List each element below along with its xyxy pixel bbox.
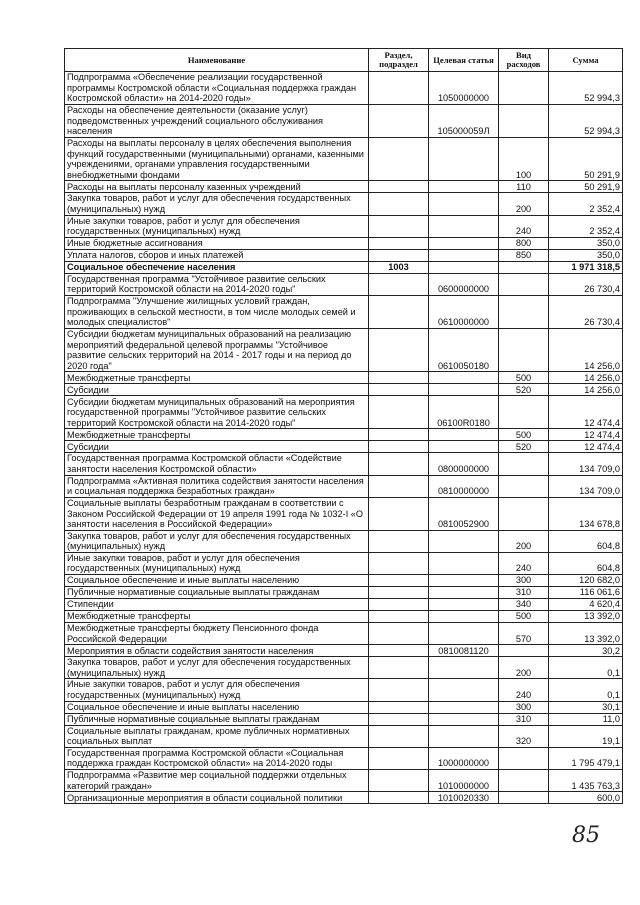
cell-sum: 4 620,4 [549,599,623,611]
table-row [65,623,623,645]
cell-name: Межбюджетные трансферты [65,429,369,441]
table-row [65,72,623,105]
cell-vid: 200 [499,193,549,215]
cell-name: Стипендии [65,599,369,611]
table-row [65,181,623,193]
header-target: Целевая статья [429,49,499,72]
cell-sum: 2 352,4 [549,193,623,215]
cell-sum: 52 994,3 [549,105,623,138]
cell-target [429,193,499,215]
cell-vid [499,261,549,273]
cell-sum: 26 730,4 [549,295,623,328]
cell-target [429,701,499,713]
cell-name: Расходы на обеспечение деятельности (оказание услуг) подведомственных учреждений социального обслуживания населения [65,105,369,138]
cell-target [429,725,499,747]
cell-target [429,429,499,441]
cell-target: 06100R0180 [429,396,499,429]
cell-sum: 134 709,0 [549,453,623,475]
cell-razdel [369,249,429,261]
cell-name: Подпрограмма «Обеспечение реализации государственной программы Костромской области «Социальная поддержка граждан Костромской области» на 2014-2020 годы» [65,72,369,105]
table-row [65,792,623,804]
cell-target [429,138,499,181]
cell-name: Расходы на выплаты персоналу казенных учреждений [65,181,369,193]
cell-target: 0800000000 [429,453,499,475]
cell-name: Социальное обеспечение населения [65,261,369,273]
cell-target [429,657,499,679]
cell-sum: 604,8 [549,552,623,574]
cell-sum: 1 971 318,5 [549,261,623,273]
cell-sum: 12 474,4 [549,429,623,441]
cell-razdel [369,725,429,747]
cell-name: Публичные нормативные социальные выплаты гражданам [65,587,369,599]
table-row [65,453,623,475]
table-row [65,441,623,453]
cell-vid: 200 [499,530,549,552]
cell-target: 1010020330 [429,792,499,804]
cell-target [429,623,499,645]
cell-sum: 13 392,0 [549,623,623,645]
table-row [65,497,623,530]
table-row [65,679,623,701]
cell-vid: 340 [499,599,549,611]
cell-vid: 310 [499,587,549,599]
cell-name: Мероприятия в области содействия занятости населения [65,645,369,657]
cell-vid: 500 [499,429,549,441]
cell-razdel [369,587,429,599]
table-row [65,645,623,657]
table-row [65,599,623,611]
cell-sum: 120 682,0 [549,575,623,587]
cell-razdel [369,657,429,679]
cell-target: 105000059Л [429,105,499,138]
table-row [65,372,623,384]
header-vid: Вид расходов [499,49,549,72]
table-row [65,193,623,215]
cell-razdel [369,713,429,725]
cell-vid: 520 [499,441,549,453]
cell-sum: 26 730,4 [549,273,623,295]
cell-name: Субсидии [65,441,369,453]
cell-target: 0810052900 [429,497,499,530]
cell-vid [499,396,549,429]
cell-target [429,237,499,249]
cell-name: Закупка товаров, работ и услуг для обеспечения государственных (муниципальных) нужд [65,530,369,552]
cell-vid: 200 [499,657,549,679]
cell-razdel [369,575,429,587]
table-row [65,237,623,249]
cell-name: Закупка товаров, работ и услуг для обеспечения государственных (муниципальных) нужд [65,193,369,215]
cell-sum: 19,1 [549,725,623,747]
cell-target [429,261,499,273]
cell-sum: 13 392,0 [549,611,623,623]
cell-name: Социальное обеспечение и иные выплаты населению [65,575,369,587]
cell-razdel [369,552,429,574]
cell-sum: 134 709,0 [549,475,623,497]
table-row [65,429,623,441]
cell-sum: 12 474,4 [549,396,623,429]
cell-sum: 0,1 [549,657,623,679]
table-row [65,575,623,587]
cell-vid: 300 [499,575,549,587]
table-row [65,747,623,769]
cell-vid: 310 [499,713,549,725]
table-row [65,396,623,429]
cell-razdel [369,747,429,769]
cell-target: 1000000000 [429,747,499,769]
cell-razdel [369,611,429,623]
cell-target: 0610000000 [429,295,499,328]
cell-target: 0810000000 [429,475,499,497]
cell-target [429,679,499,701]
cell-razdel [369,72,429,105]
cell-name: Социальные выплаты гражданам, кроме публичных нормативных социальных выплат [65,725,369,747]
cell-vid [499,792,549,804]
cell-vid: 500 [499,611,549,623]
budget-table [64,48,623,804]
cell-name: Иные закупки товаров, работ и услуг для обеспечения государственных (муниципальных) нужд [65,552,369,574]
table-header-row [65,49,623,72]
cell-sum: 14 256,0 [549,384,623,396]
cell-vid: 240 [499,552,549,574]
cell-name: Уплата налогов, сборов и иных платежей [65,249,369,261]
table-row [65,713,623,725]
cell-sum: 134 678,8 [549,497,623,530]
cell-target [429,181,499,193]
cell-sum: 12 474,4 [549,441,623,453]
cell-razdel [369,193,429,215]
cell-target [429,611,499,623]
cell-razdel [369,181,429,193]
cell-vid [499,453,549,475]
table-row [65,657,623,679]
cell-name: Государственная программа Костромской области «Содействие занятости населения Костромской области» [65,453,369,475]
cell-razdel [369,770,429,792]
cell-vid [499,770,549,792]
table-row [65,328,623,371]
cell-vid: 850 [499,249,549,261]
cell-vid [499,645,549,657]
table-row [65,105,623,138]
page-number-handwritten: 85 [572,823,600,848]
cell-vid [499,328,549,371]
table-row [65,384,623,396]
cell-sum: 30,2 [549,645,623,657]
cell-sum: 0,1 [549,679,623,701]
cell-vid [499,747,549,769]
cell-name: Организационные мероприятия в области социальной политики [65,792,369,804]
cell-target [429,587,499,599]
cell-sum: 2 352,4 [549,215,623,237]
cell-name: Субсидии [65,384,369,396]
cell-razdel [369,105,429,138]
cell-sum: 1 435 763,3 [549,770,623,792]
cell-vid [499,105,549,138]
cell-vid: 110 [499,181,549,193]
table-row [65,261,623,273]
table-row [65,295,623,328]
table-row [65,249,623,261]
header-razdel: Раздел, подраздел [369,49,429,72]
cell-razdel [369,530,429,552]
cell-vid [499,295,549,328]
cell-vid: 570 [499,623,549,645]
table-row [65,552,623,574]
cell-vid: 320 [499,725,549,747]
cell-target [429,215,499,237]
cell-sum: 11,0 [549,713,623,725]
cell-razdel [369,429,429,441]
table-row [65,587,623,599]
cell-sum: 50 291,9 [549,181,623,193]
cell-target: 1010000000 [429,770,499,792]
cell-name: Подпрограмма «Активная политика содействия занятости населения и социальная поддержка безработных граждан» [65,475,369,497]
cell-target [429,249,499,261]
cell-razdel [369,384,429,396]
cell-target [429,384,499,396]
cell-vid: 520 [499,384,549,396]
cell-sum: 52 994,3 [549,72,623,105]
table-row [65,701,623,713]
cell-vid [499,72,549,105]
cell-razdel [369,372,429,384]
cell-name: Государственная программа "Устойчивое развитие сельских территорий Костромской области на 2014-2020 годы" [65,273,369,295]
cell-sum: 50 291,9 [549,138,623,181]
cell-name: Государственная программа Костромской области «Социальная поддержка граждан Костромской области» на 2014-2020 годы [65,747,369,769]
table-row [65,138,623,181]
cell-name: Иные закупки товаров, работ и услуг для обеспечения государственных (муниципальных) нужд [65,679,369,701]
cell-vid: 500 [499,372,549,384]
cell-target [429,713,499,725]
cell-razdel [369,645,429,657]
cell-vid: 300 [499,701,549,713]
cell-name: Межбюджетные трансферты [65,611,369,623]
cell-name: Подпрограмма «Развитие мер социальной поддержки отдельных категорий граждан» [65,770,369,792]
cell-name: Социальные выплаты безработным гражданам в соответствии с Законом Российской Федерации от 19 апреля 1991 года № 1032-I «О занятости населения в Российской Федерации» [65,497,369,530]
table-body [65,72,623,804]
cell-sum: 14 256,0 [549,328,623,371]
table-row [65,611,623,623]
cell-razdel [369,679,429,701]
cell-name: Закупка товаров, работ и услуг для обеспечения государственных (муниципальных) нужд [65,657,369,679]
table-row [65,725,623,747]
cell-name: Социальное обеспечение и иные выплаты населению [65,701,369,713]
cell-vid [499,475,549,497]
cell-razdel: 1003 [369,261,429,273]
cell-name: Публичные нормативные социальные выплаты гражданам [65,713,369,725]
budget-sheet [64,48,622,804]
cell-razdel [369,453,429,475]
cell-name: Межбюджетные трансферты бюджету Пенсионного фонда Российской Федерации [65,623,369,645]
cell-razdel [369,441,429,453]
cell-sum: 30,1 [549,701,623,713]
cell-target [429,552,499,574]
cell-name: Иные бюджетные ассигнования [65,237,369,249]
cell-target [429,441,499,453]
cell-vid: 100 [499,138,549,181]
cell-razdel [369,328,429,371]
table-row [65,215,623,237]
cell-sum: 14 256,0 [549,372,623,384]
cell-razdel [369,701,429,713]
cell-razdel [369,396,429,429]
cell-razdel [369,138,429,181]
table-row [65,273,623,295]
cell-target: 1050000000 [429,72,499,105]
cell-target: 0600000000 [429,273,499,295]
cell-razdel [369,599,429,611]
cell-razdel [369,497,429,530]
cell-sum: 350,0 [549,237,623,249]
cell-sum: 350,0 [549,249,623,261]
cell-target [429,530,499,552]
table-row [65,530,623,552]
cell-vid [499,497,549,530]
cell-vid: 240 [499,679,549,701]
cell-razdel [369,237,429,249]
cell-name: Субсидии бюджетам муниципальных образований на мероприятия государственной программы "Устойчивое развитие сельских территорий Костромской области на 2014-2020 годы" [65,396,369,429]
cell-sum: 116 061,6 [549,587,623,599]
cell-name: Расходы на выплаты персоналу в целях обеспечения выполнения функций государственными (муниципальными) органами, казенными учреждениями, органами управления государственными внебюджетными фондами [65,138,369,181]
cell-razdel [369,295,429,328]
cell-vid [499,273,549,295]
cell-sum: 600,0 [549,792,623,804]
cell-target [429,599,499,611]
cell-name: Межбюджетные трансферты [65,372,369,384]
cell-razdel [369,623,429,645]
cell-name: Субсидии бюджетам муниципальных образований на реализацию мероприятий федеральной целевой программы "Устойчивое развитие сельских территорий на 2014 - 2017 годы и на период до 2020 года" [65,328,369,371]
cell-name: Подпрограмма "Улучшение жилищных условий граждан, проживающих в сельской местности, в том числе молодых семей и молодых специалистов" [65,295,369,328]
cell-razdel [369,215,429,237]
cell-vid: 800 [499,237,549,249]
cell-razdel [369,792,429,804]
cell-razdel [369,273,429,295]
cell-target [429,372,499,384]
cell-sum: 604,8 [549,530,623,552]
cell-target: 0810081120 [429,645,499,657]
cell-target: 0610050180 [429,328,499,371]
header-name: Наименование [65,49,369,72]
header-sum: Сумма [549,49,623,72]
cell-sum: 1 795 479,1 [549,747,623,769]
cell-name: Иные закупки товаров, работ и услуг для обеспечения государственных (муниципальных) нужд [65,215,369,237]
cell-vid: 240 [499,215,549,237]
table-row [65,770,623,792]
cell-target [429,575,499,587]
cell-razdel [369,475,429,497]
table-row [65,475,623,497]
